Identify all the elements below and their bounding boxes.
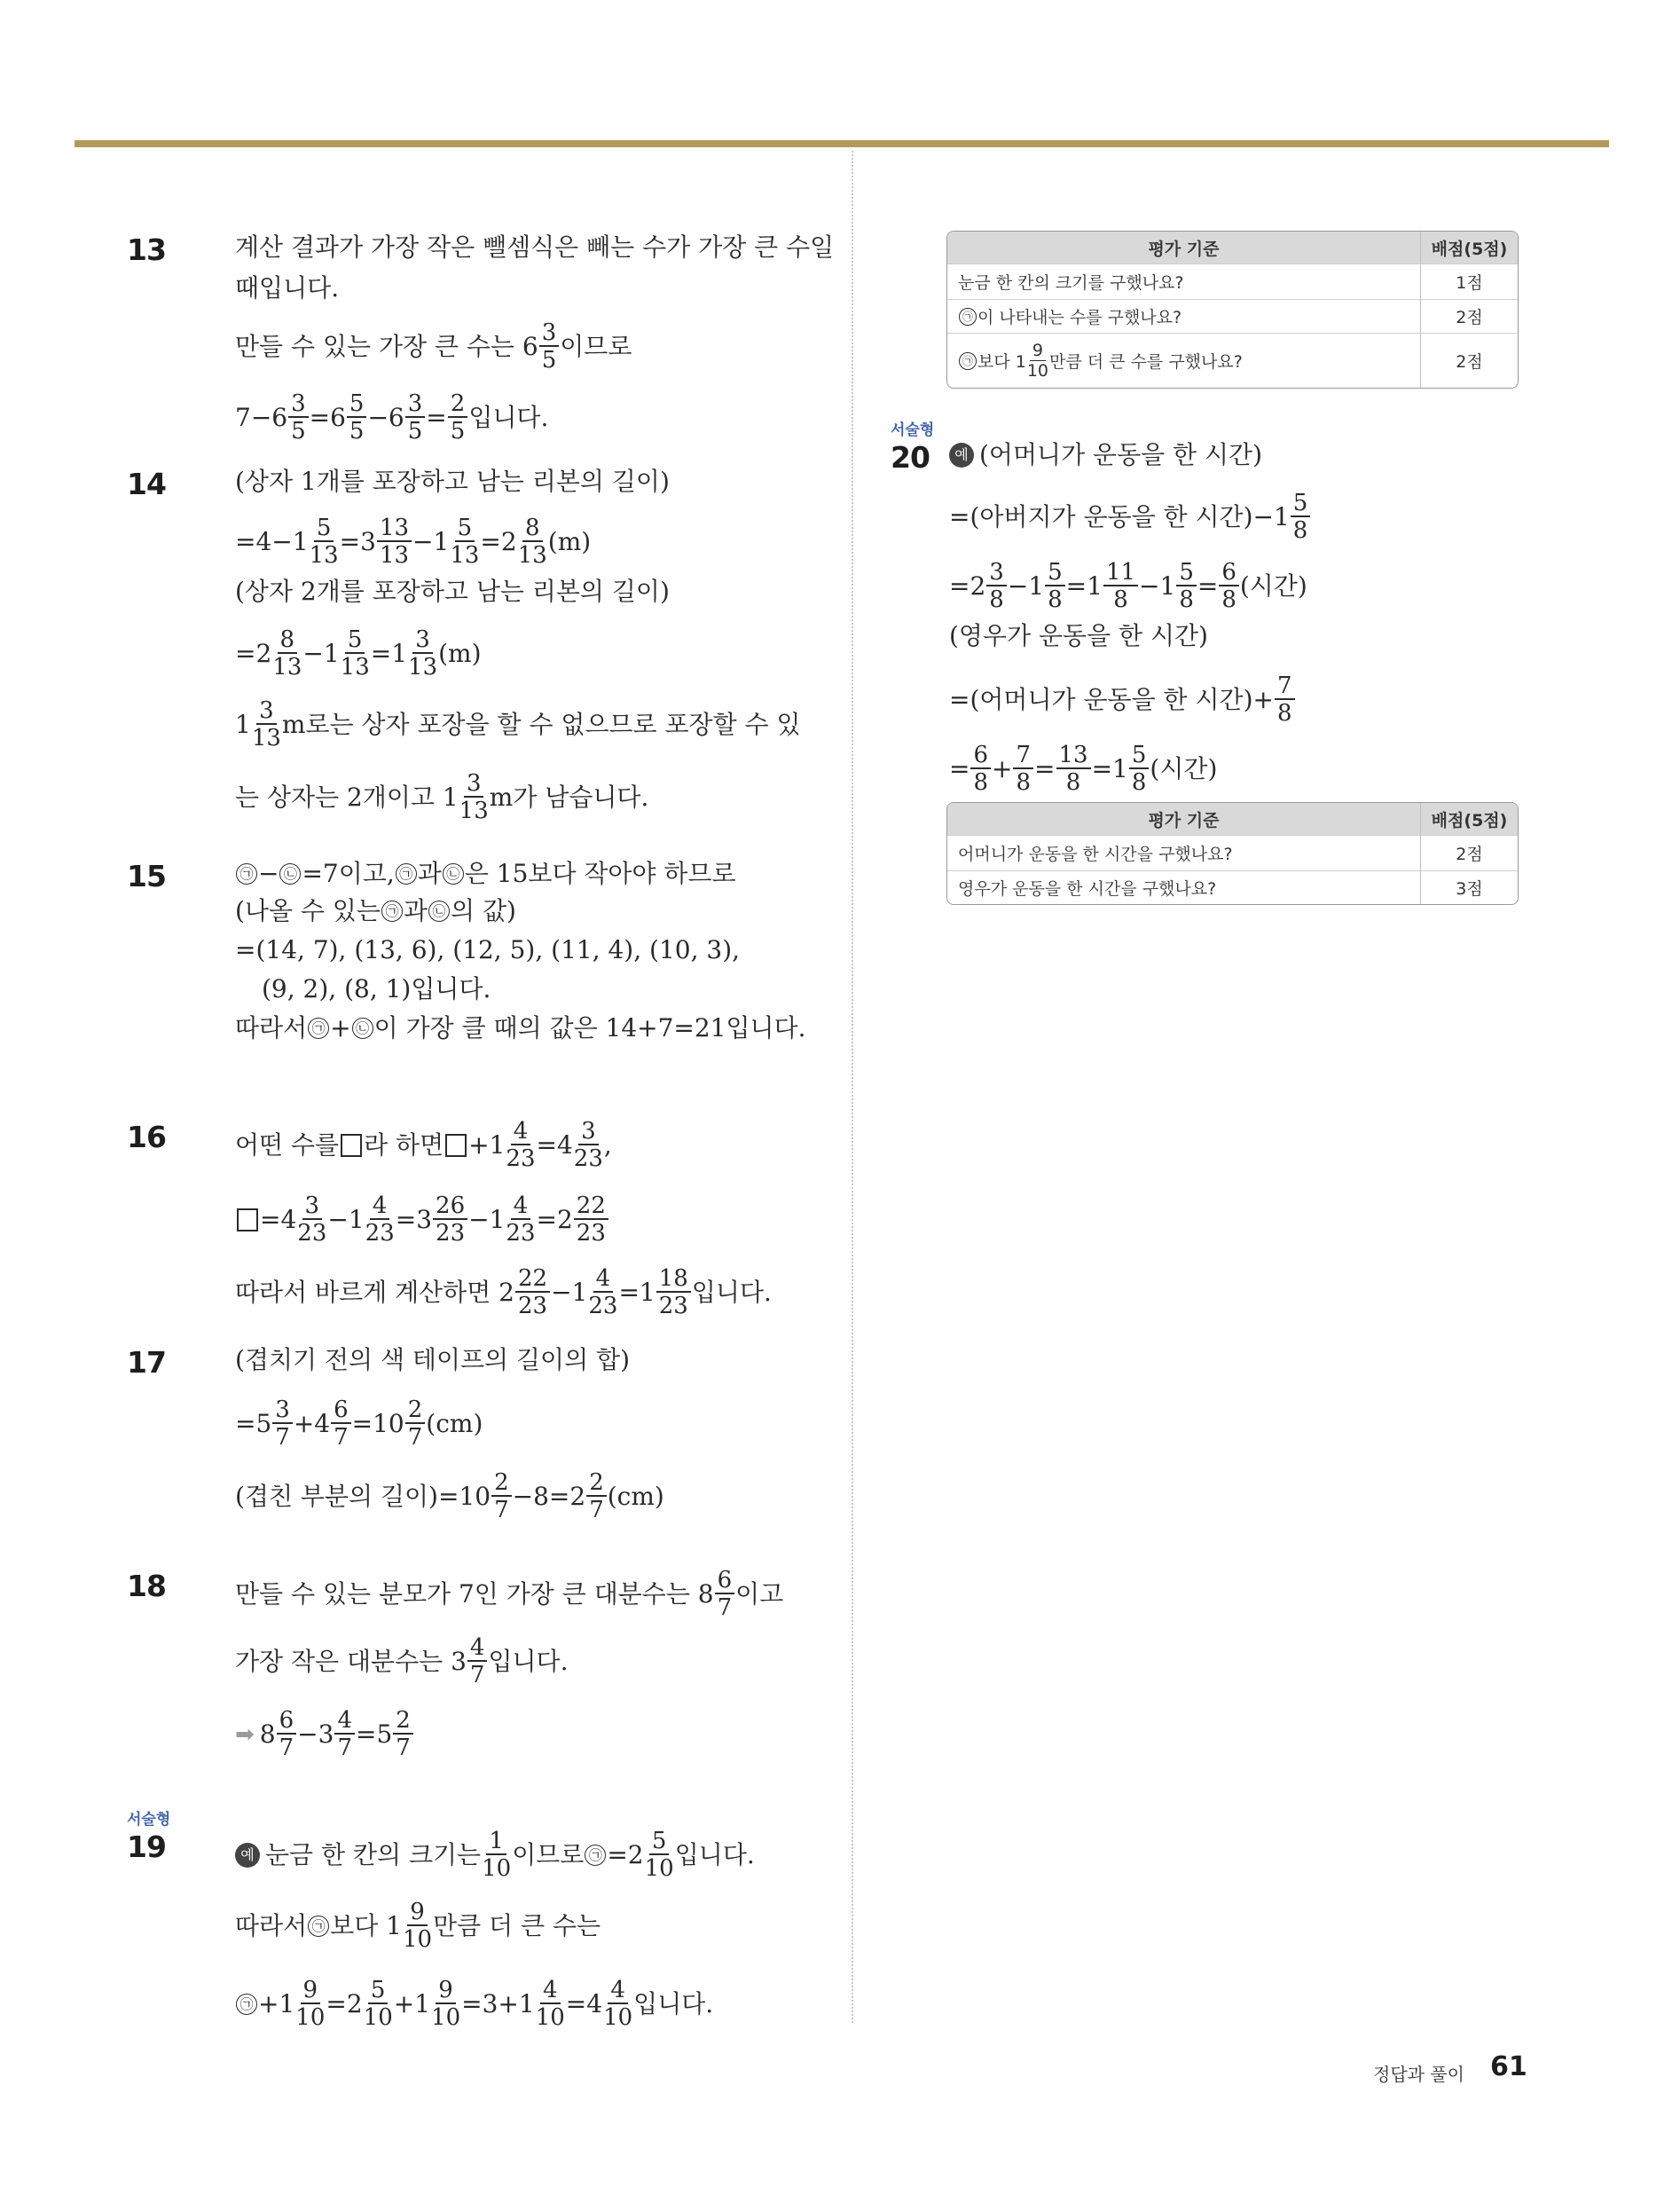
fraction: $\frac{6}{8}$ [970, 744, 991, 794]
circled-giyeok-icon: ㉠ [959, 352, 977, 370]
equation-line: 가장 작은 대분수는 3 4 7 입니다. [235, 1634, 569, 1688]
equation-line: =(아버지가 운동을 한 시간)−1 5 8 [949, 492, 1311, 542]
problem-number: 20 [891, 440, 930, 475]
fraction: $\frac{5}{13}$ [340, 626, 370, 681]
fraction: $\frac{7}{8}$ [1013, 744, 1033, 794]
circled-giyeok-icon: ㉠ [308, 1916, 329, 1937]
circled-giyeok-icon: ㉠ [381, 901, 403, 922]
fraction: 3 8 [986, 561, 1007, 611]
fraction: 22 23 [515, 1267, 550, 1318]
fraction: $\frac{5}{13}$ [309, 515, 339, 569]
fraction: $\frac{9}{10}$ [431, 1977, 461, 2031]
circled-giyeok-icon: ㉠ [308, 1018, 329, 1039]
fraction: 3 5 [539, 321, 560, 372]
fraction: 22 23 [574, 1194, 608, 1245]
fraction: 6 7 [715, 1569, 735, 1619]
blank-box-icon [445, 1134, 467, 1157]
equation-line: 어떤 수를 라 하면 +1 $\frac{4}{23}$ =4 3 23 , [235, 1118, 612, 1172]
equation-line: =5 3 7 +4 $\frac{6}{7}$ =10 2 7 (cm) [235, 1397, 483, 1451]
text-line: =(14, 7), (13, 6), (12, 5), (11, 4), (10, 3), [235, 935, 741, 964]
fraction: 3 23 [573, 1118, 603, 1172]
fraction: 2 7 [491, 1471, 512, 1522]
example-badge-icon: 예 [235, 1843, 260, 1868]
fraction: $\frac{4}{7}$ [334, 1709, 355, 1759]
essay-tag: 서술형 [127, 1811, 171, 1829]
fraction: 5 5 [347, 392, 367, 443]
fraction: 6 7 [277, 1709, 297, 1759]
fraction: $\frac{4}{10}$ [535, 1977, 565, 2031]
text-line: (9, 2), (8, 1)입니다. [262, 974, 491, 1003]
circled-nieun-icon: ㉡ [279, 863, 301, 885]
page-number: 61 [1490, 2051, 1527, 2082]
fraction: $\frac{7}{8}$ [1275, 674, 1295, 725]
fraction: 11 8 [1103, 561, 1138, 611]
fraction: $\frac{4}{23}$ [365, 1192, 395, 1247]
equation-line: 7−6 $\frac{3}{5}$ =6 5 5 −6 $\frac{3}{5}$ = $\frac{2}{5}$ 입니다. [235, 390, 549, 445]
problem-number: 16 [127, 1120, 166, 1154]
fraction: 3 13 [251, 697, 281, 751]
text-line: (영우가 운동을 한 시간) [949, 621, 1208, 650]
text-line: (나올 수 있는 ㉠ 과 ㉡ 의 값) [235, 896, 516, 925]
fraction: $\frac{4}{23}$ [506, 1192, 536, 1247]
fraction: 2 7 [393, 1709, 413, 1759]
fraction: 5 8 [1291, 492, 1311, 542]
fraction: 8 13 [517, 515, 547, 569]
table-row: 어머니가 운동을 한 시간을 구했나요? 2점 [947, 835, 1518, 870]
text-line: ㉠ − ㉡ =7이고, ㉠ 과 ㉡ 은 15보다 작아야 하므로 [235, 859, 736, 889]
text-line: 때입니다. [235, 273, 340, 303]
text-line: 따라서 ㉠ + ㉡ 이 가장 클 때의 값은 14+7=21입니다. [235, 1013, 806, 1043]
circled-nieun-icon: ㉡ [428, 901, 450, 922]
text-line: (상자 1개를 포장하고 남는 리본의 길이) [235, 467, 670, 496]
circled-giyeok-icon: ㉠ [959, 308, 977, 326]
fraction: 9 10 [1026, 340, 1049, 381]
circled-giyeok-icon: ㉠ [236, 1994, 257, 2015]
fraction: 3 23 [297, 1192, 327, 1247]
fraction: 18 23 [656, 1267, 691, 1318]
fraction: $\frac{4}{23}$ [506, 1118, 536, 1172]
equation-line: ㉠ +1 $\frac{9}{10}$ =2 5 10 +1 $\frac{9}{10}$ =3+1 $\frac{4}{10}$ =4 4 10 입니다. [235, 1979, 713, 2029]
right-arrow-icon: ➡ [235, 1720, 255, 1748]
text-line: 는 상자는 2개이고 1 3 13 m가 남습니다. [235, 770, 649, 824]
table-row: 눈금 한 칸의 크기를 구했나요? 1점 [947, 264, 1518, 299]
text-line: 계산 결과가 가장 작은 뺄셈식은 빼는 수가 가장 큰 수일 [235, 232, 835, 262]
equation-line: =2 3 8 −1 $\frac{5}{8}$ =1 11 8 −1 $\frac{5}{8}$ = $\frac{6}{8}$ (시간) [949, 559, 1307, 613]
table-row: ㉠ 이 나타내는 수를 구했나요? 2점 [947, 299, 1518, 333]
fraction: $\frac{4}{23}$ [588, 1265, 618, 1319]
equation-line: 만들 수 있는 분모가 7인 가장 큰 대분수는 8 6 7 이고 [235, 1567, 784, 1621]
fraction: 3 13 [459, 770, 489, 824]
problem-number: 18 [127, 1569, 166, 1603]
circled-giyeok-icon: ㉠ [396, 863, 417, 885]
blank-box-icon [237, 1208, 258, 1231]
fraction: $\frac{5}{8}$ [1176, 561, 1197, 611]
fraction: 9 10 [402, 1899, 433, 1953]
fraction: 8 13 [272, 626, 302, 681]
column-divider [852, 151, 853, 2023]
fraction: $\frac{6}{7}$ [331, 1398, 351, 1449]
top-rule [75, 140, 1609, 147]
table-row: 영우가 운동을 한 시간을 구했나요? 3점 [947, 870, 1518, 904]
text-line: 예 (어머니가 운동을 한 시간) [949, 440, 1262, 470]
equation-line: =2 8 13 −1 $\frac{5}{13}$ =1 3 13 (m) [235, 626, 482, 681]
fraction: 3 13 [408, 626, 438, 681]
circled-nieun-icon: ㉡ [352, 1018, 373, 1039]
equation-line: =4 3 23 −1 $\frac{4}{23}$ =3 26 23 −1 $\frac{4}{23}$ =2 22 23 [235, 1194, 609, 1245]
equation-line: 따라서 ㉠ 보다 1 9 10 만큼 더 큰 수는 [235, 1899, 601, 1953]
scoring-table-19 [946, 231, 1519, 389]
scoring-table-20 [946, 802, 1519, 905]
equation-line: 예 눈금 한 칸의 크기는 1 10 이므로 ㉠ =2 5 10 입니다. [235, 1829, 755, 1880]
footer-label: 정답과 풀이 [1373, 2064, 1464, 2085]
fraction: 2 7 [586, 1471, 607, 1522]
equation-line: 따라서 바르게 계산하면 2 22 23 −1 $\frac{4}{23}$ =1 18 23 입니다. [235, 1265, 772, 1319]
fraction: 5 10 [363, 1977, 393, 2031]
table-header: 평가 기준 배점(5점) [947, 232, 1518, 264]
circled-giyeok-icon: ㉠ [585, 1845, 606, 1866]
problem-number: 19 [127, 1829, 166, 1864]
equation-line: = $\frac{6}{8}$ + $\frac{7}{8}$ = $\frac{13}{8}$ =1 5 8 (시간) [949, 742, 1218, 796]
fraction: 5 10 [644, 1828, 674, 1882]
circled-nieun-icon: ㉡ [443, 863, 464, 885]
example-badge-icon: 예 [949, 443, 974, 468]
blank-box-icon [341, 1134, 362, 1157]
equation-line: ➡ 8 6 7 −3 $\frac{4}{7}$ =5 2 7 [235, 1709, 414, 1759]
fraction: 4 10 [603, 1977, 633, 2031]
fraction: $\frac{6}{8}$ [1219, 561, 1239, 611]
problem-number: 17 [127, 1345, 166, 1380]
fraction: 1 10 [482, 1828, 512, 1882]
table-row: ㉠ 보다 1 9 10 만큼 더 큰 수를 구했나요? 2점 [947, 333, 1518, 388]
fraction: 26 23 [433, 1194, 467, 1245]
problem-number: 14 [127, 467, 166, 501]
text-line: 만들 수 있는 가장 큰 수는 6 3 5 이므로 [235, 319, 632, 374]
text-line: 1 3 13 m로는 상자 포장을 할 수 없으므로 포장할 수 있 [235, 697, 801, 751]
fraction: 3 7 [272, 1398, 293, 1449]
fraction: $\frac{3}{5}$ [288, 392, 309, 443]
fraction: $\frac{3}{5}$ [405, 392, 426, 443]
fraction: $\frac{2}{5}$ [448, 392, 468, 443]
fraction: $\frac{5}{13}$ [450, 515, 480, 569]
equation-line: (겹친 부분의 길이)=10 2 7 −8=2 2 7 (cm) [235, 1469, 664, 1523]
fraction: $\frac{13}{8}$ [1056, 744, 1091, 794]
circled-giyeok-icon: ㉠ [236, 863, 257, 885]
problem-number: 15 [127, 859, 166, 893]
fraction: 5 8 [1129, 744, 1150, 794]
fraction: 2 7 [405, 1398, 426, 1449]
text-line: (겹치기 전의 색 테이프의 길이의 합) [235, 1345, 631, 1374]
equation-line: =(어머니가 운동을 한 시간)+ $\frac{7}{8}$ [949, 674, 1296, 725]
fraction: $\frac{9}{10}$ [295, 1977, 326, 2031]
equation-line: =4−1 $\frac{5}{13}$ =3 13 13 −1 $\frac{5}{13}$ =2 8 13 (m) [235, 515, 592, 569]
table-header: 평가 기준 배점(5점) [947, 803, 1518, 835]
fraction: 13 13 [377, 516, 412, 567]
fraction: $\frac{5}{8}$ [1045, 561, 1065, 611]
text-line: (상자 2개를 포장하고 남는 리본의 길이) [235, 577, 670, 606]
problem-number: 13 [127, 232, 166, 267]
essay-tag: 서술형 [891, 421, 935, 439]
fraction: 4 7 [467, 1636, 488, 1687]
